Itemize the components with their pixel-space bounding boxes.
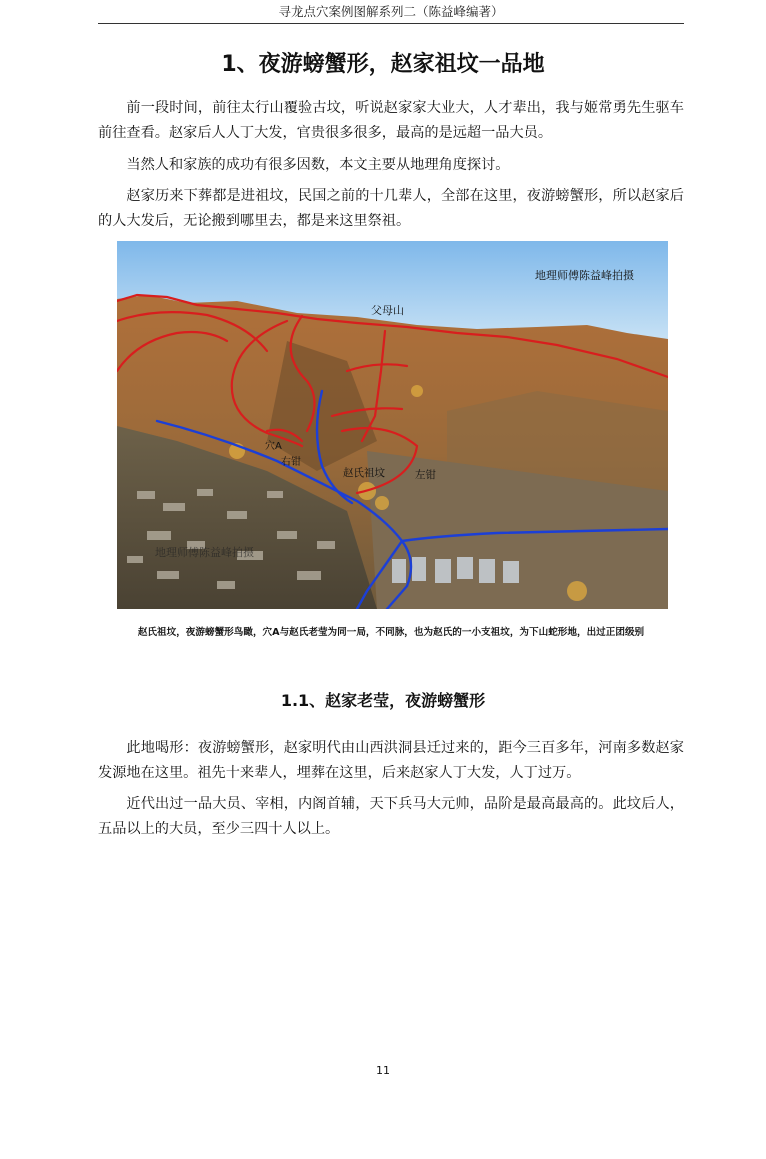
intro-paragraph-2: 当然人和家族的成功有很多因数，本文主要从地理角度探讨。 [126,157,510,173]
aerial-photo [117,241,668,609]
running-header: 寻龙点穴案例图解系列二（陈益峰编著） [98,0,684,24]
label-parent-mountain: 父母山 [371,304,404,317]
label-left-claw: 左钳 [415,469,436,481]
page-number: 11 [376,1064,390,1077]
label-xue-a: 穴A [265,441,282,452]
body-paragraph-2: 近代出过一品大员、宰相，内阁首辅，天下兵马大元帅，品阶是最高最高的。此坟后人，五品以上的大员，至少三四十人以上。 [98,796,684,837]
photo-credit: 地理师傅陈益峰拍摄 [535,269,634,282]
section-title: 1、夜游螃蟹形，赵家祖坟一品地 [221,52,545,77]
photo-watermark: 地理师傅陈益峰拍摄 [155,546,254,559]
photo-caption: 赵氏祖坟，夜游螃蟹形鸟瞰，穴A与赵氏老莹为同一局，不同脉，也为赵氏的一小支祖坟，为下山蛇形地，出过正团级别 [137,627,645,638]
intro-paragraph-1: 前一段时间，前往太行山覆验古坟，听说赵家家大业大，人才辈出，我与姬常勇先生驱车前往查看。赵家后人人丁大发，官贵很多很多，最高的是远超一品大员。 [98,100,684,141]
subsection-title: 1.1、赵家老莹，夜游螃蟹形 [280,691,486,710]
label-right-claw: 右钳 [281,457,301,468]
intro-paragraph-3: 赵家历来下葬都是进祖坟，民国之前的十几辈人，全部在这里，夜游螃蟹形，所以赵家后的人大发后，无论搬到哪里去，都是来这里祭祖。 [98,188,684,229]
label-ancestral-tomb: 赵氏祖坟 [343,467,385,479]
body-paragraph-1: 此地喝形：夜游螃蟹形，赵家明代由山西洪洞县迁过来的，距今三百多年，河南多数赵家发源地在这里。祖先十来辈人，埋葬在这里，后来赵家人丁大发，人丁过万。 [98,740,684,781]
